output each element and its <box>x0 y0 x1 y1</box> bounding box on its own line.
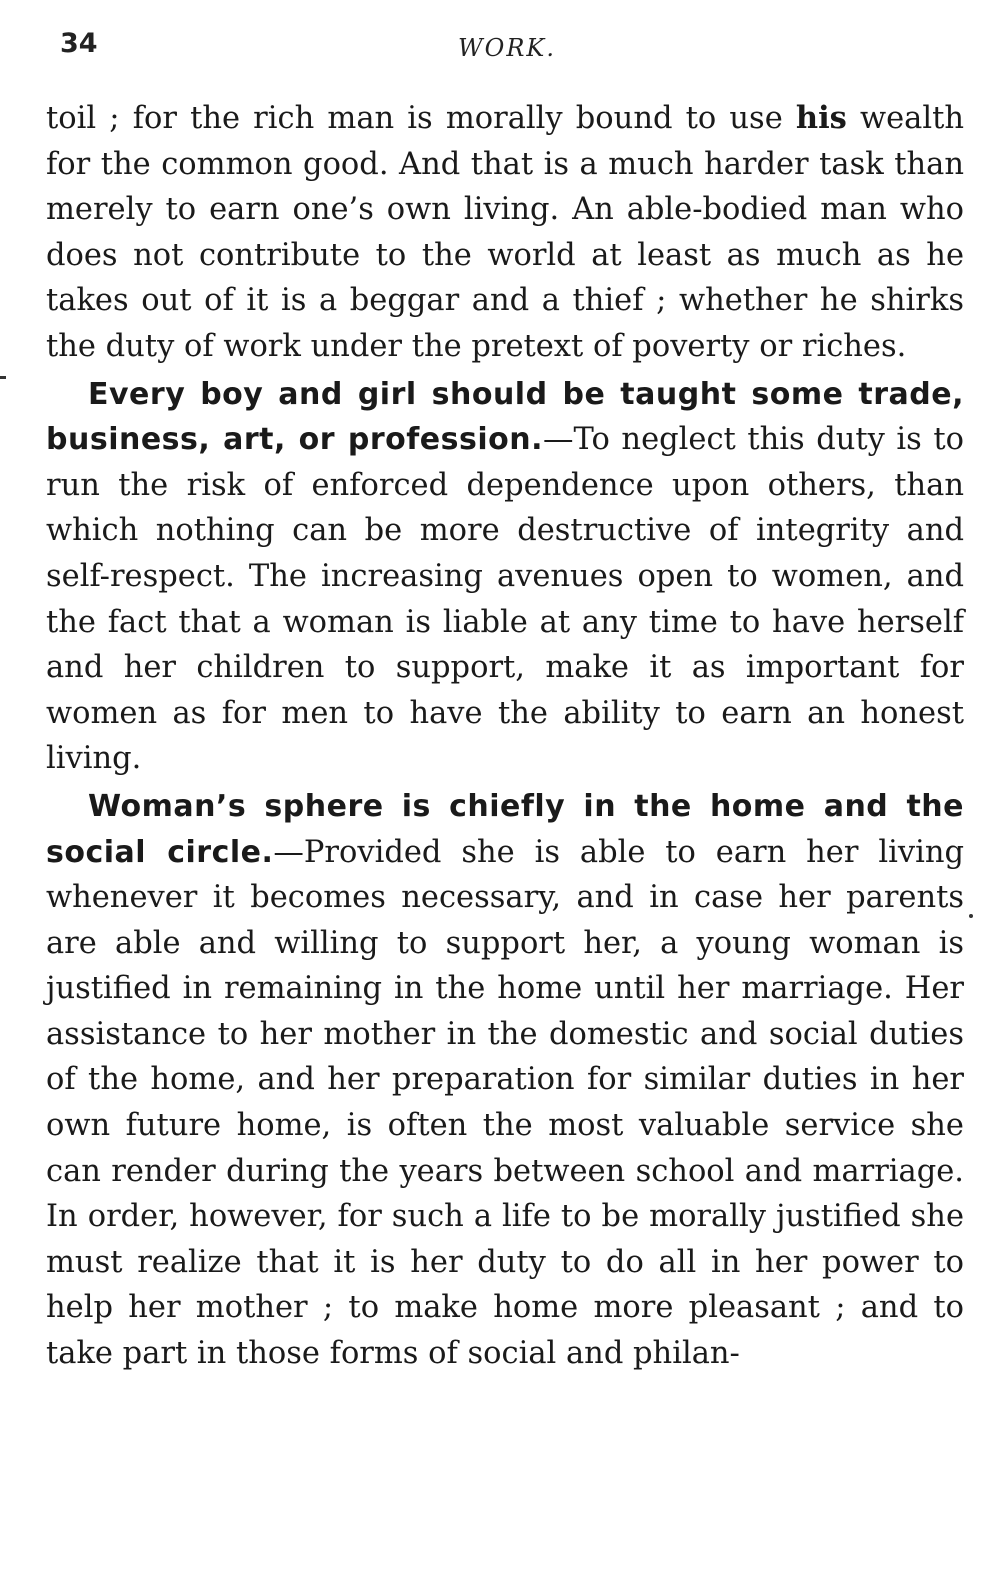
paragraph-lead: toil ; for the rich man is morally bound to use <box>46 101 796 136</box>
paragraph-text: wealth for the common good. And that is a much harder task than merely to earn one’s own living. An able-bodied man who does not contribute to the world at least as much as he takes out of it is a beggar and a thief ; whether he shirks the duty of work under the pretext of poverty or riches. <box>46 101 964 364</box>
paragraph-continued <box>46 96 964 370</box>
paragraph-text: —Provided she is able to earn her living whenever it becomes necessary, and in case her parents are able and willing to support her, a young woman is justified in remaining in the home until her marriage. Her assistance to her mother in the domestic and social duties of the home, and her preparation for similar duties in her own future home, is often the most valuable service she can render during the years between school and marriage. In order, however, for such a life to be morally justified she must realize that it is her duty to do all in her power to help her mother ; to make home more pleasant ; and to take part in those forms of social and philan- <box>46 834 964 1372</box>
page-number: 34 <box>60 28 98 59</box>
paragraph-heading: Woman’s sphere is chiefly in the home and the social circle. <box>46 788 964 870</box>
page-header <box>0 28 1000 68</box>
running-head: WORK. <box>458 34 556 62</box>
margin-speck <box>969 914 973 918</box>
paragraph-trade <box>46 372 964 782</box>
paragraph-text: —To neglect this duty is to run the risk of enforced dependence upon others, than which nothing can be more destructive of integrity and self-respect. The increasing avenues open to women, and the fact that a woman is liable at any time to have herself and her children to support, make it as important for women as for men to have the ability to earn an honest living. <box>46 422 964 777</box>
paragraph-lead-bold: his <box>795 100 847 136</box>
paragraph-womans-sphere <box>46 784 964 1377</box>
margin-mark <box>0 376 6 379</box>
paragraph-heading: Every boy and girl should be taught some trade, business, art, or profession. <box>46 376 964 458</box>
body-text <box>46 96 964 1377</box>
